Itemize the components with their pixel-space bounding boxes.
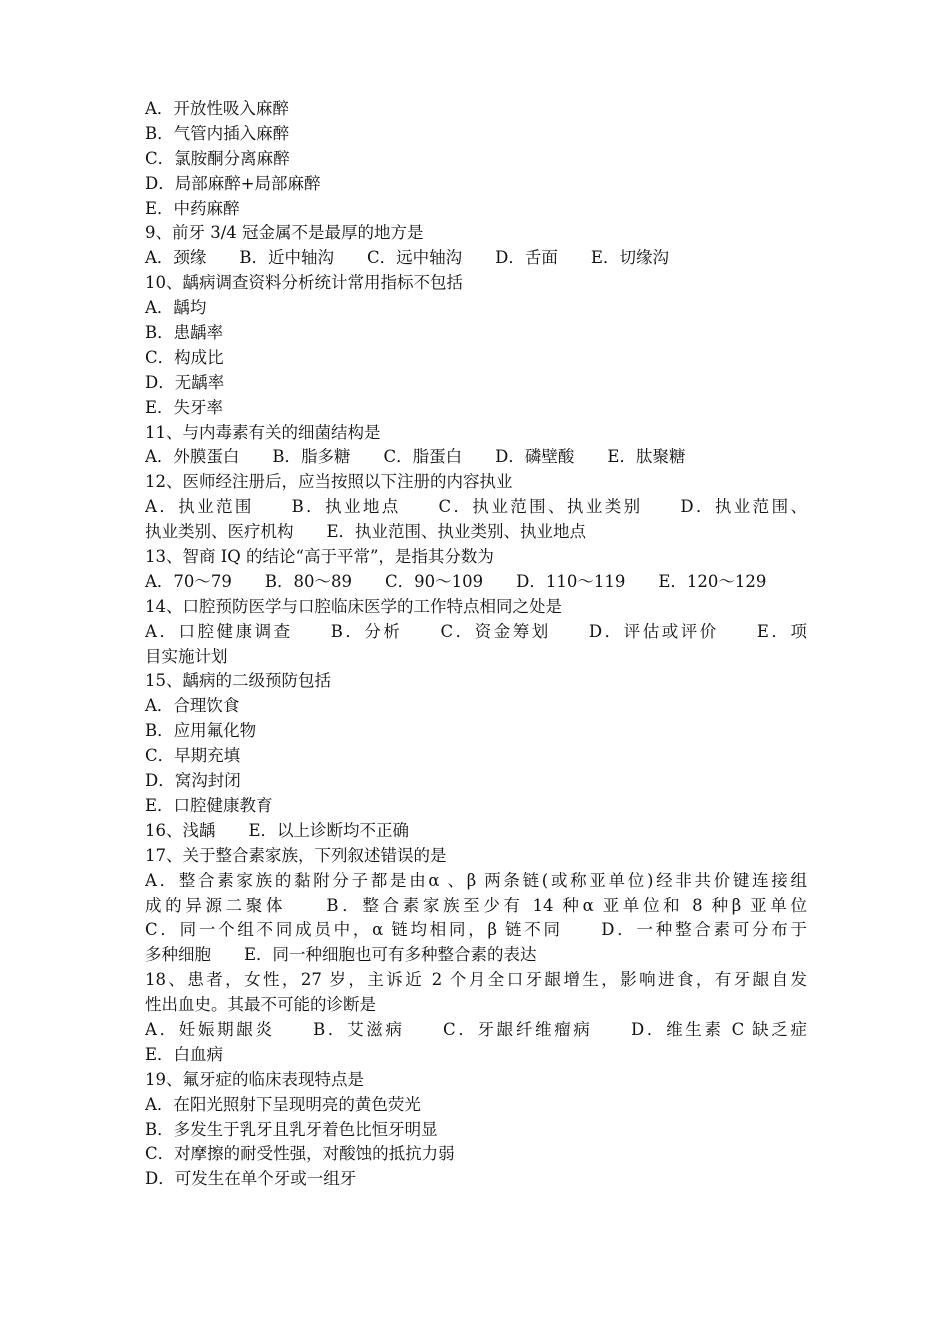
text-line: A．整合素家族的黏附分子都是由α 、β 两条链(或称亚单位)经非共价键连接组	[145, 870, 807, 890]
text-line: 性出血史。其最不可能的诊断是	[145, 995, 376, 1015]
text-line: 13、智商 IQ 的结论“高于平常”，是指其分数为	[145, 547, 494, 567]
text-line: E．失牙率	[145, 397, 224, 417]
text-line: D．可发生在单个牙或一组牙	[145, 1169, 357, 1189]
text-line: B．多发生于乳牙且乳牙着色比恒牙明显	[145, 1119, 438, 1139]
text-line: 11、与内毒素有关的细菌结构是	[145, 422, 381, 442]
text-line: 多种细胞 E．同一种细胞也可有多种整合素的表达	[145, 945, 537, 965]
text-line: 10、龋病调查资料分析统计常用指标不包括	[145, 273, 463, 293]
text-line: A．颈缘 B．近中轴沟 C．远中轴沟 D．舌面 E．切缘沟	[145, 248, 669, 268]
text-line: 目实施计划	[145, 646, 228, 666]
text-line: C．构成比	[145, 347, 224, 367]
text-line: 18、患者，女性，27 岁，主诉近 2 个月全口牙龈增生，影响进食，有牙龈自发	[145, 970, 807, 990]
text-line: A．70～79 B．80～89 C．90～109 D．110～119 E．120～129	[145, 571, 767, 591]
text-line: B．应用氟化物	[145, 721, 257, 741]
text-line: 17、关于整合素家族，下列叙述错误的是	[145, 845, 447, 865]
text-line: A．外膜蛋白 B．脂多糖 C．脂蛋白 D．磷壁酸 E．肽聚糖	[145, 447, 686, 467]
text-line: 16、浅龋 E．以上诊断均不正确	[145, 820, 410, 840]
text-line: E．中药麻醉	[145, 198, 240, 218]
document-page	[145, 97, 807, 1192]
text-line: C．同一个组不同成员中，α 链均相同，β 链不同 D．一种整合素可分布于	[145, 920, 807, 940]
text-line: D．无龋率	[145, 372, 225, 392]
text-line: C．对摩擦的耐受性强，对酸蚀的抵抗力弱	[145, 1144, 455, 1164]
text-line: A．合理饮食	[145, 696, 240, 716]
text-line: D．局部麻醉+局部麻醉	[145, 173, 321, 193]
text-line: 执业类别、医疗机构 E．执业范围、执业类别、执业地点	[145, 522, 587, 542]
text-line: 15、龋病的二级预防包括	[145, 671, 331, 691]
text-line: 19、氟牙症的临床表现特点是	[145, 1069, 364, 1089]
text-line: A．妊娠期龈炎 B．艾滋病 C．牙龈纤维瘤病 D．维生素 C 缺乏症	[145, 1019, 807, 1039]
text-line: A．在阳光照射下呈现明亮的黄色荧光	[145, 1094, 421, 1114]
text-line: E．口腔健康教育	[145, 795, 273, 815]
text-line: E．白血病	[145, 1044, 224, 1064]
text-line: 14、口腔预防医学与口腔临床医学的工作特点相同之处是	[145, 596, 562, 616]
text-line: 12、医师经注册后，应当按照以下注册的内容执业	[145, 472, 513, 492]
text-line: A．龋均	[145, 298, 207, 318]
text-line: B．气管内插入麻醉	[145, 123, 290, 143]
text-line: C．氯胺酮分离麻醉	[145, 148, 290, 168]
text-line: A．口腔健康调查 B．分析 C．资金筹划 D．评估或评价 E．项	[145, 621, 807, 641]
text-line: 9、前牙 3/4 冠金属不是最厚的地方是	[145, 223, 424, 243]
text-line: A．开放性吸入麻醉	[145, 99, 289, 118]
text-line: A．执业范围 B．执业地点 C．执业范围、执业类别 D．执业范围、	[145, 497, 807, 517]
text-line: 成的异源二聚体 B．整合素家族至少有 14 种α 亚单位和 8 种β 亚单位	[145, 895, 807, 915]
text-line: C．早期充填	[145, 746, 241, 766]
text-line: B．患龋率	[145, 323, 224, 343]
text-line: D．窝沟封闭	[145, 771, 241, 791]
